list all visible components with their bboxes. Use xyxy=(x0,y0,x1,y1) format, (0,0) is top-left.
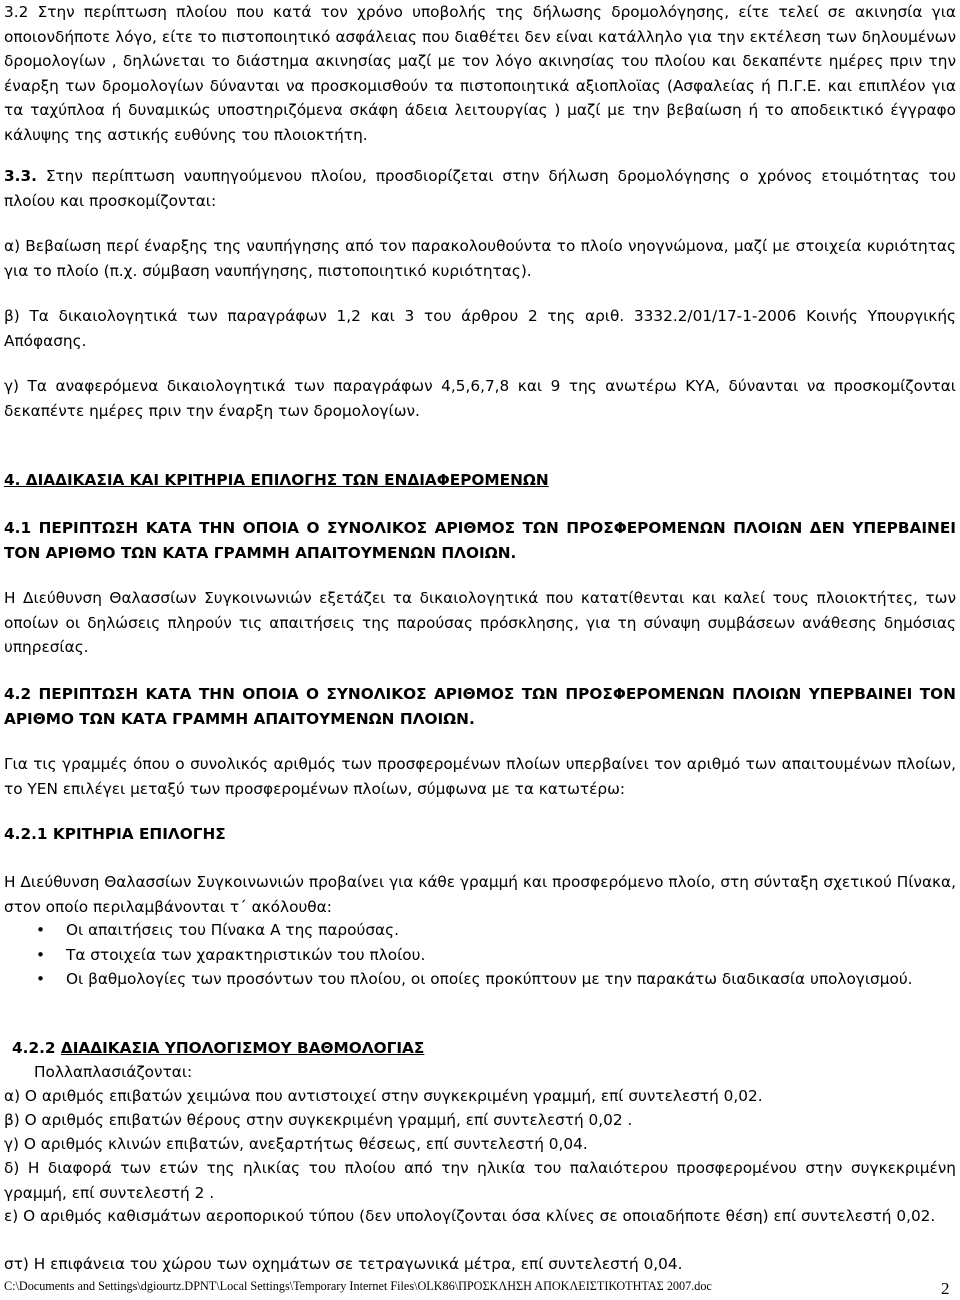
page-number: 2 xyxy=(941,1279,950,1298)
item-b: β) Τα δικαιολογητικά των παραγράφων 1,2 και 3 του άρθρου 2 της αριθ. 3332.2/01/17-1-2006 Κοινής Υπουργικής Απόφασης. xyxy=(4,307,956,350)
calc-item-a: α) Ο αριθμός επιβατών χειμώνα που αντιστοιχεί στην συγκεκριμένη γραμμή, επί συντελεστή 0,02. xyxy=(4,1087,763,1105)
section-4-2-2-number: 4.2.2 xyxy=(12,1039,56,1057)
item-c: γ) Τα αναφερόμενα δικαιολογητικά των παραγράφων 4,5,6,7,8 και 9 της ανωτέρω ΚΥΑ, δύνανται να προσκομίζονται δεκαπέντε ημέρες πριν την έναρξη των δρομολογίων. xyxy=(4,377,956,420)
calc-item-e: ε) Ο αριθμός καθισμάτων αεροπορικού τύπου (δεν υπολογίζονται όσα κλίνες σε οποιαδήποτε θέση) επί συντελεστή 0,02. xyxy=(4,1207,936,1225)
calc-item-c: γ) Ο αριθμός κλινών επιβατών, ανεξαρτήτως θέσεως, επί συντελεστή 0,04. xyxy=(4,1135,588,1153)
paragraph-4-1: Η Διεύθυνση Θαλασσίων Συγκοινωνιών εξετάζει τα δικαιολογητικά που κατατίθενται και καλεί τους πλοιοκτήτες, των οποίων οι δηλώσεις πληρούν τις απαιτήσεις της παρούσας πρόσκλησης, για τη σύναψη συμβάσεων ανάθεσης δημόσιας υπηρεσίας. xyxy=(4,589,956,656)
calc-item-b: β) Ο αριθμός επιβατών θέρους στην συγκεκριμένη γραμμή, επί συντελεστή 0,02 . xyxy=(4,1111,633,1129)
item-a: α) Βεβαίωση περί έναρξης της ναυπήγησης από τον παρακολουθούντα το πλοίο νηογνώμονα, μαζί με στοιχεία κυριότητας για το πλοίο (π.χ. σύμβαση ναυπήγησης, πιστοποιητικό κυριότητας). xyxy=(4,237,956,280)
multiplied-label: Πολλαπλασιάζονται: xyxy=(34,1063,193,1081)
section-4-2-1-heading: 4.2.1 ΚΡΙΤΗΡΙΑ ΕΠΙΛΟΓΗΣ xyxy=(4,825,226,843)
bullet-icon: • xyxy=(36,970,46,988)
paragraph-4-2: Για τις γραμμές όπου ο συνολικός αριθμός των προσφερομένων πλοίων υπερβαίνει τον αριθμό των απαιτουμένων πλοίων, το ΥΕΝ επιλέγει μεταξύ των προσφερομένων πλοίων, σύμφωνα με τα κατωτέρω: xyxy=(4,755,956,798)
section-4-heading: 4. ΔΙΑΔΙΚΑΣΙΑ ΚΑΙ ΚΡΙΤΗΡΙΑ ΕΠΙΛΟΓΗΣ ΤΩΝ ΕΝΔΙΑΦΕΡΟΜΕΝΩΝ xyxy=(4,471,549,489)
bullet-icon: • xyxy=(36,945,46,964)
paragraph-3-3-number: 3.3. xyxy=(4,167,37,185)
paragraph-3-3 xyxy=(4,164,956,213)
footer-file-path: C:\Documents and Settings\dgiourtz.DPNT\Local Settings\Temporary Internet Files\OLK86\ΠΡΟΣΚΛΗΣΗ ΑΠΟΚΛΕΙΣΤΙΚΟΤΗΤΑΣ 2007.doc xyxy=(4,1279,712,1293)
paragraph-4-2-1: Η Διεύθυνση Θαλασσίων Συγκοινωνιών προβαίνει για κάθε γραμμή και προσφερόμενο πλοίο, στη σύνταξη σχετικού Πίνακα, στον οποίο περιλαμβάνονται τ΄ ακόλουθα: xyxy=(4,873,956,916)
requirements-list xyxy=(36,918,936,992)
list-item: • Τα στοιχεία των χαρακτηριστικών του πλοίου. xyxy=(36,943,936,968)
section-4-2-2-title: ΔΙΑΔΙΚΑΣΙΑ ΥΠΟΛΟΓΙΣΜΟΥ ΒΑΘΜΟΛΟΓΙΑΣ xyxy=(60,1039,425,1057)
section-4-2-heading: 4.2 ΠΕΡΙΠΤΩΣΗ ΚΑΤΑ ΤΗΝ ΟΠΟΙΑ Ο ΣΥΝΟΛΙΚΟΣ ΑΡΙΘΜΟΣ ΤΩΝ ΠΡΟΣΦΕΡΟΜΕΝΩΝ ΠΛΟΙΩΝ ΥΠΕΡΒΑΙΝΕΙ ΤΟΝ ΑΡΙΘΜΟ ΤΩΝ ΚΑΤΑ ΓΡΑΜΜΗ ΑΠΑΙΤΟΥΜΕΝΩΝ ΠΛΟΙΩΝ. xyxy=(4,685,956,728)
paragraph-3-2: 3.2 Στην περίπτωση πλοίου που κατά τον χρόνο υποβολής της δήλωσης δρομολόγησης, είτε τελεί σε ακινησία για οποιονδήποτε λόγο, είτε το πιστοποιητικό ασφάλειας που διαθέτει δεν είναι κατάλληλο για την εκτέλεση των δηλουμένων δρομολογίων , δηλώνεται το διάστημα ακινησίας μαζί με τον λόγο ακινησίας του πλοίου και δεκαπέντε ημέρες πριν την έναρξη των δρομολογίων δύνανται να προσκομισθούν τα πιστοποιητικά αξιοπλοϊας (Ασφαλείας ή Π.Γ.Ε. και επιπλέον για τα ταχύπλοα ή δυναμικώς υποστηριζόμενα σκάφη άδεια λειτουργίας ) μαζί με την βεβαίωση ή το αποδεικτικό έγγραφο κάλυψης της αστικής ευθύνης του πλοιοκτήτη. xyxy=(4,3,956,144)
paragraph-3-3-text: Στην περίπτωση ναυπηγούμενου πλοίου, προσδιορίζεται στην δήλωση δρομολόγησης ο χρόνος ετοιμότητας του πλοίου και προσκομίζονται: xyxy=(4,167,956,210)
bullet-icon: • xyxy=(36,921,46,939)
list-item: • Οι βαθμολογίες των προσόντων του πλοίου, οι οποίες προκύπτουν με την παρακάτω διαδικασία υπολογισμού. xyxy=(36,967,936,992)
section-4-2-2-heading xyxy=(12,1036,956,1061)
calc-item-d: δ) Η διαφορά των ετών της ηλικίας του πλοίου από την ηλικία του παλαιότερου προσφερομένου στην συγκεκριμένη γραμμή, επί συντελεστή 2 . xyxy=(4,1159,956,1202)
section-4-1-heading: 4.1 ΠΕΡΙΠΤΩΣΗ ΚΑΤΑ ΤΗΝ ΟΠΟΙΑ Ο ΣΥΝΟΛΙΚΟΣ ΑΡΙΘΜΟΣ ΤΩΝ ΠΡΟΣΦΕΡΟΜΕΝΩΝ ΠΛΟΙΩΝ ΔΕΝ ΥΠΕΡΒΑΙΝΕΙ ΤΟΝ ΑΡΙΘΜΟ ΤΩΝ ΚΑΤΑ ΓΡΑΜΜΗ ΑΠΑΙΤΟΥΜΕΝΩΝ ΠΛΟΙΩΝ. xyxy=(4,519,956,562)
list-item: • Οι απαιτήσεις του Πίνακα Α της παρούσας. xyxy=(36,918,936,943)
calc-item-f: στ) Η επιφάνεια του χώρου των οχημάτων σε τετραγωνικά μέτρα, επί συντελεστή 0,04. xyxy=(4,1255,683,1273)
